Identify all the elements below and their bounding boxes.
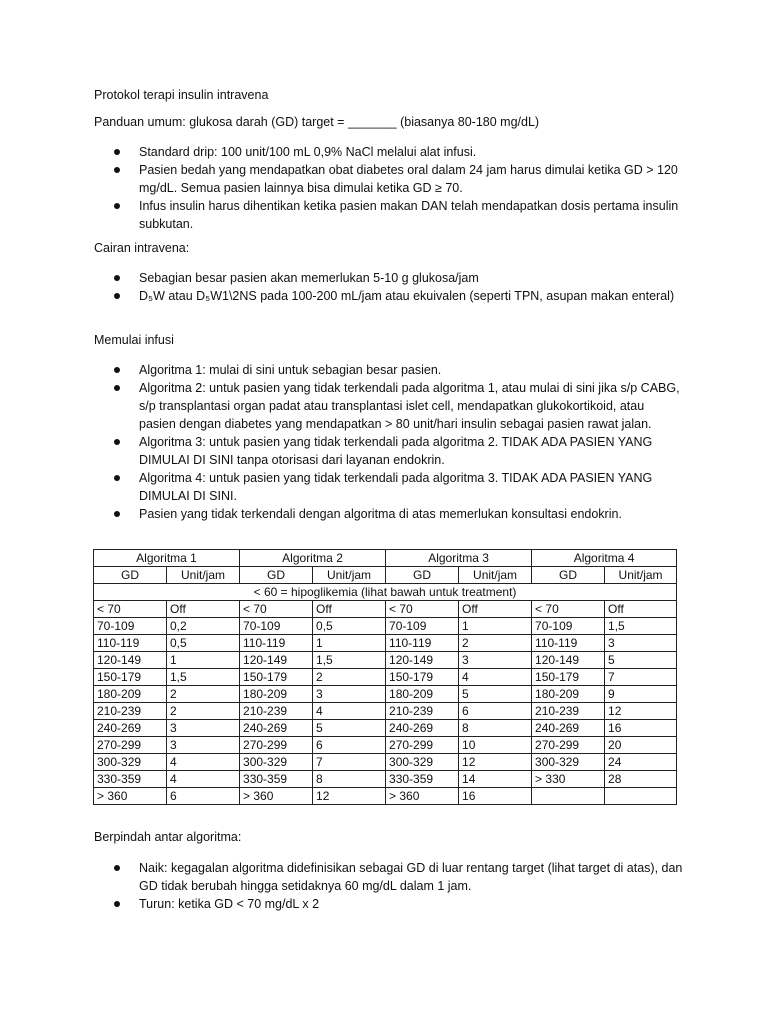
gd-range-cell: 150-179	[94, 669, 167, 686]
insulin-rate-cell: Off	[459, 601, 532, 618]
gd-range-cell: 120-149	[386, 652, 459, 669]
insulin-rate-cell: 28	[605, 771, 677, 788]
gd-range-cell: 270-299	[240, 737, 313, 754]
table-row	[94, 652, 677, 669]
bullet-icon	[114, 275, 120, 281]
list-item-text: Pasien yang tidak terkendali dengan algoritma di atas memerlukan konsultasi endokrin.	[139, 507, 622, 521]
insulin-rate-cell: Off	[605, 601, 677, 618]
list-item	[94, 433, 684, 469]
gd-range-cell: < 70	[532, 601, 605, 618]
insulin-rate-cell: 5	[605, 652, 677, 669]
gd-column-header: GD	[386, 567, 459, 584]
bullet-icon	[114, 385, 120, 391]
list-item-text: Infus insulin harus dihentikan ketika pasien makan DAN telah mendapatkan dosis pertama insulin subkutan.	[139, 199, 679, 231]
list-item	[94, 197, 684, 233]
insulin-rate-cell: 7	[313, 754, 386, 771]
insulin-rate-cell: 12	[605, 703, 677, 720]
table-row	[94, 720, 677, 737]
insulin-rate-cell: 3	[167, 720, 240, 737]
algorithm-4-header: Algoritma 4	[532, 550, 677, 567]
list-item-text: Algoritma 4: untuk pasien yang tidak terkendali pada algoritma 3. TIDAK ADA PASIEN YANG DIMULAI DI SINI.	[139, 471, 653, 503]
list-item	[94, 161, 684, 197]
gd-range-cell: 110-119	[532, 635, 605, 652]
guidelines-list	[94, 143, 684, 233]
gd-range-cell: 70-109	[94, 618, 167, 635]
unit-column-header: Unit/jam	[459, 567, 532, 584]
gd-range-cell: 70-109	[386, 618, 459, 635]
insulin-rate-cell: 1	[167, 652, 240, 669]
insulin-algorithm-table	[93, 549, 677, 805]
insulin-rate-cell: 24	[605, 754, 677, 771]
gd-range-cell: 240-269	[386, 720, 459, 737]
insulin-rate-cell: 16	[605, 720, 677, 737]
table-row	[94, 618, 677, 635]
insulin-rate-cell: 5	[313, 720, 386, 737]
gd-range-cell: 270-299	[94, 737, 167, 754]
insulin-rate-cell: 2	[167, 686, 240, 703]
switching-heading: Berpindah antar algoritma:	[94, 830, 242, 844]
algorithm-header-row	[94, 550, 677, 567]
bullet-icon	[114, 865, 120, 871]
iv-fluids-heading: Cairan intravena:	[94, 241, 190, 255]
table-row	[94, 703, 677, 720]
guidelines-heading: Panduan umum: glukosa darah (GD) target = _______ (biasanya 80-180 mg/dL)	[94, 115, 540, 129]
bullet-icon	[114, 367, 120, 373]
bullet-icon	[114, 475, 120, 481]
hypoglycemia-note-row	[94, 584, 677, 601]
gd-range-cell: 120-149	[94, 652, 167, 669]
insulin-rate-cell: 3	[605, 635, 677, 652]
list-item	[94, 269, 684, 287]
table-row	[94, 635, 677, 652]
insulin-rate-cell: 1,5	[313, 652, 386, 669]
insulin-rate-cell: 0,5	[313, 618, 386, 635]
gd-range-cell: 150-179	[532, 669, 605, 686]
list-item-text: Standard drip: 100 unit/100 mL 0,9% NaCl melalui alat infusi.	[139, 145, 477, 159]
insulin-rate-cell: 9	[605, 686, 677, 703]
gd-range-cell: 110-119	[386, 635, 459, 652]
insulin-rate-cell: 8	[313, 771, 386, 788]
gd-range-cell: 300-329	[94, 754, 167, 771]
insulin-rate-cell: 0,5	[167, 635, 240, 652]
gd-range-cell: 70-109	[240, 618, 313, 635]
column-header-row	[94, 567, 677, 584]
gd-range-cell: 240-269	[532, 720, 605, 737]
gd-column-header: GD	[240, 567, 313, 584]
bullet-icon	[114, 511, 120, 517]
switching-list	[94, 859, 684, 913]
page-title: Protokol terapi insulin intravena	[94, 88, 269, 102]
table-row	[94, 669, 677, 686]
list-item	[94, 379, 684, 433]
gd-range-cell: 300-329	[532, 754, 605, 771]
iv-fluids-list	[94, 269, 684, 305]
gd-range-cell: 210-239	[386, 703, 459, 720]
gd-range-cell: < 70	[240, 601, 313, 618]
list-item	[94, 361, 684, 379]
gd-range-cell: > 360	[94, 788, 167, 805]
insulin-rate-cell: 1	[313, 635, 386, 652]
list-item	[94, 505, 684, 523]
gd-range-cell: 110-119	[240, 635, 313, 652]
insulin-rate-cell: 20	[605, 737, 677, 754]
insulin-rate-cell: 7	[605, 669, 677, 686]
gd-range-cell: 300-329	[240, 754, 313, 771]
list-item	[94, 859, 684, 895]
gd-column-header: GD	[94, 567, 167, 584]
list-item-text: Algoritma 2: untuk pasien yang tidak terkendali pada algoritma 1, atau mulai di sini jika s/p CABG, s/p transplantasi organ padat atau transplantasi islet cell, mendapatkan glukokortikoid, atau pasien dengan diabetes yang mendapatkan > 80 unit/hari insulin sebagai pasien rawat jalan.	[139, 381, 680, 431]
unit-column-header: Unit/jam	[605, 567, 677, 584]
table-row	[94, 754, 677, 771]
table-row	[94, 686, 677, 703]
gd-range-cell: 180-209	[386, 686, 459, 703]
algorithm-3-header: Algoritma 3	[386, 550, 532, 567]
insulin-rate-cell: 16	[459, 788, 532, 805]
unit-column-header: Unit/jam	[167, 567, 240, 584]
insulin-rate-cell: 4	[167, 771, 240, 788]
insulin-rate-cell: 1,5	[605, 618, 677, 635]
gd-range-cell: > 330	[532, 771, 605, 788]
insulin-rate-cell: 1	[459, 618, 532, 635]
bullet-icon	[114, 901, 120, 907]
table-row	[94, 788, 677, 805]
insulin-rate-cell: 0,2	[167, 618, 240, 635]
start-infusion-heading: Memulai infusi	[94, 333, 174, 347]
insulin-rate-cell: 4	[459, 669, 532, 686]
insulin-rate-cell: 3	[459, 652, 532, 669]
hypoglycemia-note: < 60 = hipoglikemia (lihat bawah untuk treatment)	[94, 584, 677, 601]
gd-column-header: GD	[532, 567, 605, 584]
unit-column-header: Unit/jam	[313, 567, 386, 584]
gd-range-cell: < 70	[94, 601, 167, 618]
table-row	[94, 601, 677, 618]
insulin-rate-cell: 2	[167, 703, 240, 720]
insulin-rate-cell: 6	[313, 737, 386, 754]
insulin-rate-cell: 3	[313, 686, 386, 703]
bullet-icon	[114, 293, 120, 299]
algorithm-1-header: Algoritma 1	[94, 550, 240, 567]
gd-range-cell: > 360	[386, 788, 459, 805]
list-item-text: Naik: kegagalan algoritma didefinisikan sebagai GD di luar rentang target (lihat target di atas), dan GD tidak berubah hingga setidaknya 60 mg/dL dalam 1 jam.	[139, 861, 683, 893]
insulin-rate-cell: 2	[459, 635, 532, 652]
list-item-text: Turun: ketika GD < 70 mg/dL x 2	[139, 897, 320, 911]
list-item	[94, 895, 684, 913]
gd-range-cell: 330-359	[386, 771, 459, 788]
insulin-rate-cell: 4	[313, 703, 386, 720]
gd-range-cell: 120-149	[532, 652, 605, 669]
insulin-rate-cell: 3	[167, 737, 240, 754]
insulin-rate-cell: Off	[313, 601, 386, 618]
insulin-rate-cell: 6	[167, 788, 240, 805]
bullet-icon	[114, 203, 120, 209]
gd-range-cell: 270-299	[386, 737, 459, 754]
list-item-text: D₅W atau D₅W1\2NS pada 100-200 mL/jam atau ekuivalen (seperti TPN, asupan makan enteral)	[139, 289, 675, 303]
gd-range-cell: 180-209	[94, 686, 167, 703]
table-row	[94, 737, 677, 754]
gd-range-cell: 210-239	[532, 703, 605, 720]
list-item-text: Algoritma 3: untuk pasien yang tidak terkendali pada algoritma 2. TIDAK ADA PASIEN YANG DIMULAI DI SINI tanpa otorisasi dari layanan endokrin.	[139, 435, 653, 467]
gd-range-cell: 240-269	[240, 720, 313, 737]
gd-range-cell: > 360	[240, 788, 313, 805]
gd-range-cell: 180-209	[240, 686, 313, 703]
gd-range-cell: 330-359	[94, 771, 167, 788]
gd-range-cell: 330-359	[240, 771, 313, 788]
table-body	[94, 550, 677, 805]
gd-range-cell: 270-299	[532, 737, 605, 754]
insulin-rate-cell: 6	[459, 703, 532, 720]
gd-range-cell: 300-329	[386, 754, 459, 771]
insulin-rate-cell: 8	[459, 720, 532, 737]
gd-range-cell: < 70	[386, 601, 459, 618]
gd-range-cell: 180-209	[532, 686, 605, 703]
gd-range-cell: 150-179	[240, 669, 313, 686]
gd-range-cell: 70-109	[532, 618, 605, 635]
bullet-icon	[114, 149, 120, 155]
algorithm-2-header: Algoritma 2	[240, 550, 386, 567]
insulin-rate-cell: 14	[459, 771, 532, 788]
insulin-rate-cell: 12	[313, 788, 386, 805]
insulin-rate-cell: 12	[459, 754, 532, 771]
gd-range-cell: 110-119	[94, 635, 167, 652]
bullet-icon	[114, 167, 120, 173]
insulin-rate-cell	[605, 788, 677, 805]
gd-range-cell: 240-269	[94, 720, 167, 737]
gd-range-cell: 150-179	[386, 669, 459, 686]
bullet-icon	[114, 439, 120, 445]
insulin-rate-cell: 1,5	[167, 669, 240, 686]
list-item-text: Pasien bedah yang mendapatkan obat diabetes oral dalam 24 jam harus dimulai ketika GD > 120 mg/dL. Semua pasien lainnya bisa dimulai ketika GD ≥ 70.	[139, 163, 678, 195]
insulin-rate-cell: 4	[167, 754, 240, 771]
insulin-rate-cell: 2	[313, 669, 386, 686]
gd-range-cell	[532, 788, 605, 805]
insulin-rate-cell: 10	[459, 737, 532, 754]
gd-range-cell: 210-239	[240, 703, 313, 720]
table-row	[94, 771, 677, 788]
list-item-text: Algoritma 1: mulai di sini untuk sebagian besar pasien.	[139, 363, 442, 377]
gd-range-cell: 210-239	[94, 703, 167, 720]
insulin-rate-cell: 5	[459, 686, 532, 703]
insulin-rate-cell: Off	[167, 601, 240, 618]
list-item-text: Sebagian besar pasien akan memerlukan 5-10 g glukosa/jam	[139, 271, 479, 285]
list-item	[94, 287, 684, 305]
list-item	[94, 143, 684, 161]
list-item	[94, 469, 684, 505]
start-infusion-list	[94, 361, 684, 523]
gd-range-cell: 120-149	[240, 652, 313, 669]
